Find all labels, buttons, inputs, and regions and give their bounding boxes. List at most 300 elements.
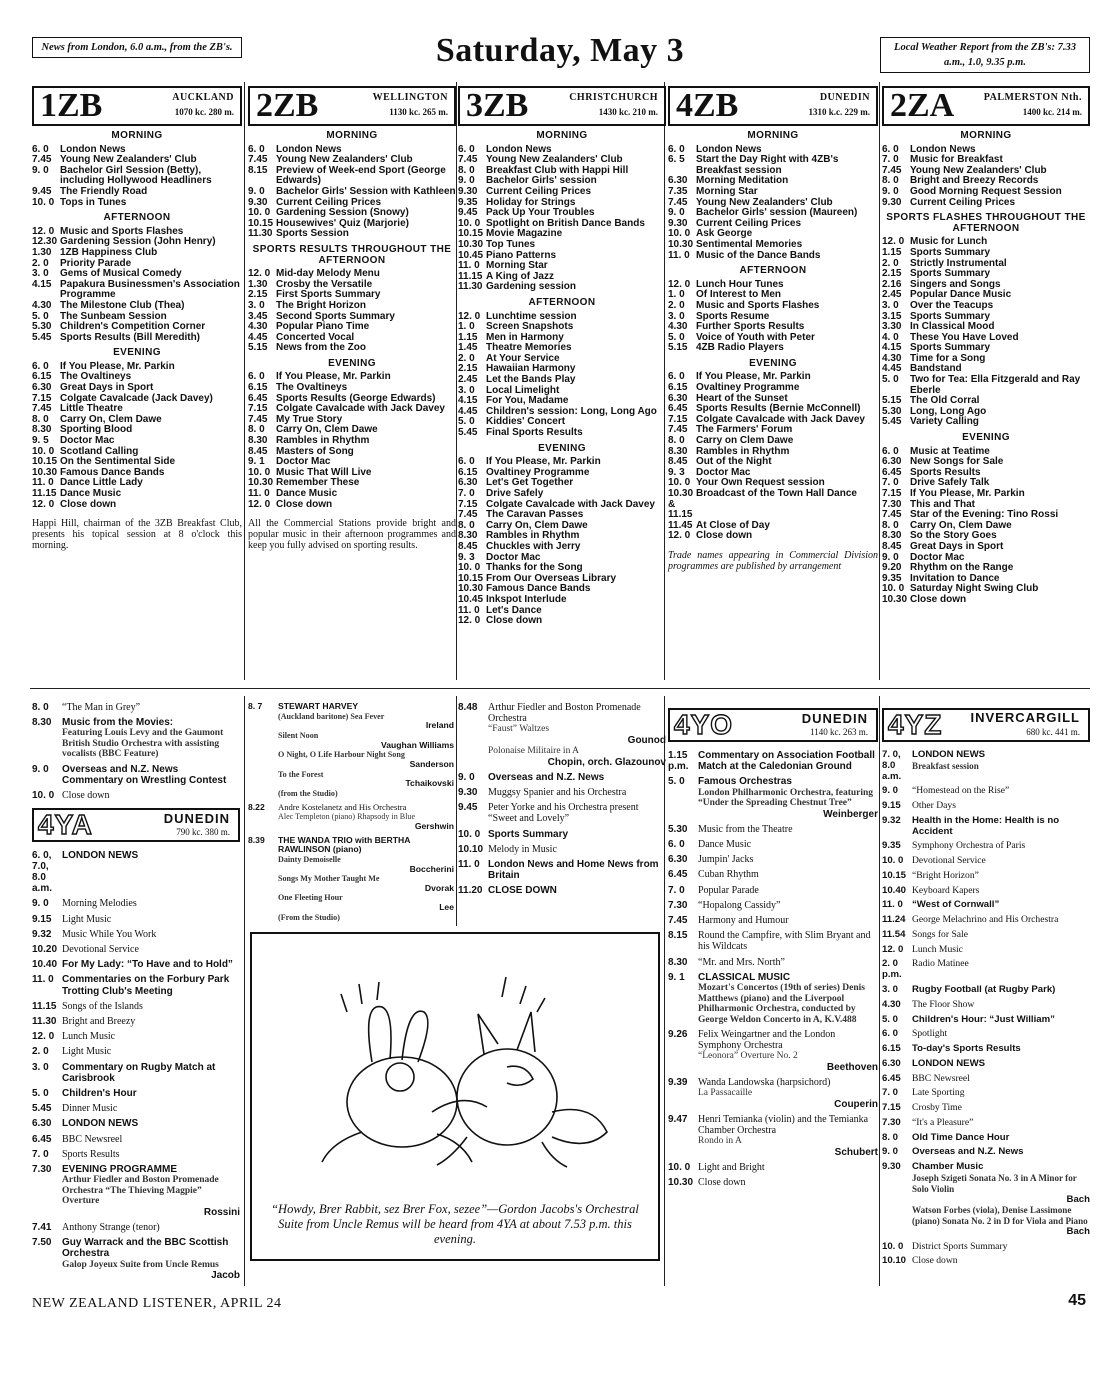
item-program: Scotland Calling — [60, 445, 139, 457]
item-time: 9.35 — [882, 840, 901, 852]
station-column-2za — [882, 86, 1090, 606]
item-time: 4.45 — [882, 363, 902, 375]
item-program: Out of the Night — [696, 456, 772, 468]
item-title: Henri Temianka (violin) and the Temianka Chamber Orchestra — [698, 1114, 869, 1137]
station-column-4zb — [668, 86, 878, 572]
item-program: If You Please, Mr. Parkin — [696, 371, 811, 383]
item-time: 3. 0 — [32, 268, 49, 280]
item-program: Theatre Memories — [486, 342, 572, 354]
item-program: Current Ceiling Prices — [486, 185, 592, 197]
item-time: 9.30 — [882, 196, 902, 208]
item-title: Guy Warrack and the BBC Scottish Orchestra — [62, 1237, 229, 1260]
item-program: Young New Zealanders' Club — [910, 164, 1047, 176]
schedule-item — [32, 489, 242, 500]
item-composer: Tchaikovski — [405, 778, 454, 789]
item-program: Star of the Evening: Tino Rossi — [910, 509, 1059, 521]
item-time: 9.45 — [458, 207, 478, 219]
item-title: Lunch Music — [912, 943, 963, 955]
item-detail: O Night, O Life Harbour Night Song — [278, 750, 405, 760]
schedule-item — [882, 1088, 1090, 1099]
item-time: 8.15 — [668, 930, 688, 942]
item-time: 5.15 — [668, 342, 688, 354]
item-time: 4.45 — [458, 405, 478, 417]
item-program — [278, 803, 454, 832]
item-program — [488, 844, 666, 855]
item-program: London News — [60, 143, 126, 155]
item-time: 10. 0 — [668, 228, 691, 240]
item-time: 6.30 — [668, 392, 688, 404]
item-program — [698, 824, 878, 835]
item-program: Colgate Cavalcade with Jack Davey — [696, 413, 865, 425]
schedule-item — [882, 1074, 1090, 1085]
item-program: Local Limelight — [486, 384, 560, 396]
item-title: LONDON NEWS — [62, 1118, 139, 1130]
item-title: Music from the Movies: — [62, 717, 174, 729]
item-title: Symphony Orchestra of Paris — [912, 840, 1026, 852]
item-time: 9. 0 — [882, 785, 899, 797]
section-heading: MORNING — [111, 130, 163, 141]
schedule-item — [32, 944, 240, 955]
brer-rabbit-illustration — [250, 932, 660, 1261]
item-time: 6. 0 — [458, 456, 475, 468]
item-program: Morning Meditation — [696, 175, 789, 187]
item-title: Light Music — [62, 1046, 112, 1058]
item-title: Close down — [912, 1255, 958, 1267]
item-composer: Bach — [1066, 1193, 1090, 1205]
station-city: PALMERSTON Nth. — [983, 92, 1082, 103]
item-time: 12.30 — [32, 236, 58, 248]
item-time: 8.45 — [248, 445, 268, 457]
item-time: 6. 5 — [668, 154, 685, 166]
item-title: Radio Matinee — [912, 958, 969, 970]
schedule-item — [882, 1029, 1090, 1040]
schedule-item — [248, 489, 456, 500]
item-program — [698, 1029, 878, 1073]
item-time: 2. 0 — [668, 299, 685, 311]
item-time: 10.30 — [882, 593, 908, 605]
item-detail: Breakfast session — [912, 760, 979, 771]
item-detail: “Leonora” Overture No. 2 — [698, 1051, 798, 1062]
item-time: 10. 0 — [32, 445, 55, 457]
item-title: Andre Kostelanetz and His Orchestra — [278, 801, 407, 812]
item-title: Sports Summary — [488, 828, 569, 840]
item-program: Bachelor Girls' session — [486, 175, 597, 187]
item-title: Light Music — [62, 913, 112, 925]
item-program — [912, 1147, 1090, 1158]
item-title: Light and Bright — [698, 1162, 765, 1174]
item-time: 10.30 — [458, 238, 484, 250]
item-time: 8.48 — [458, 702, 478, 713]
item-time: 6. 0 — [668, 371, 685, 383]
section-heading: MORNING — [536, 130, 588, 141]
item-time: 5.45 — [458, 427, 478, 439]
item-time: 5.30 — [668, 823, 688, 835]
item-time: 10. 0 — [248, 207, 271, 219]
item-time: 6.15 — [458, 466, 478, 478]
item-program: Your Own Request session — [696, 477, 825, 489]
item-time: 10.40 — [882, 884, 907, 896]
item-program: The Ovaltineys — [276, 382, 348, 394]
item-program: Saturday Night Swing Club — [910, 583, 1039, 595]
item-program: Let's Get Together — [486, 477, 574, 489]
item-title: George Melachrino and His Orchestra — [912, 914, 1059, 926]
item-time: 4.15 — [458, 395, 478, 407]
schedule-item — [668, 1177, 878, 1188]
item-program — [698, 972, 878, 1025]
schedule-item — [882, 248, 1090, 259]
item-program: Long, Long Ago — [910, 405, 987, 417]
item-time: 9.15 — [32, 913, 52, 925]
item-detail: (From the Studio) — [278, 912, 340, 922]
item-program: Dance Music — [276, 488, 338, 499]
item-detail: Galop Joyeux Suite from Uncle Remus — [62, 1259, 219, 1270]
item-program — [62, 717, 240, 760]
column-note: Happi Hill, chairman of the 3ZB Breakfast Club, presents his topical session at 8 o'clock this morning. — [32, 518, 242, 552]
item-program: Colgate Cavalcade with Jack Davey — [276, 403, 445, 415]
schedule-item — [458, 702, 666, 768]
station-call-sign: 3ZB — [466, 87, 529, 124]
item-time: 12. 0 — [882, 943, 904, 955]
item-time: 9.35 — [882, 572, 902, 584]
item-time: 7.45 — [668, 915, 688, 927]
item-program: Music and Sports Flashes — [696, 299, 820, 311]
lower-column-3 — [458, 702, 666, 901]
item-time: 10. 0 — [668, 1162, 691, 1174]
item-title: “The Man in Grey” — [62, 702, 141, 713]
item-time: 8.45 — [458, 540, 478, 552]
item-program — [488, 787, 666, 798]
item-time: 10.15 — [882, 869, 907, 881]
station-city: DUNEDIN — [801, 711, 868, 726]
schedule-item — [882, 945, 1090, 956]
item-title: Chamber Music — [912, 1161, 984, 1173]
station-frequency: 1310 k.c. 229 m. — [808, 107, 870, 117]
item-title: Devotional Service — [62, 943, 139, 955]
item-program: Ask George — [696, 228, 753, 240]
item-time: 7.45 — [32, 403, 52, 415]
item-composer: Dvorak — [424, 882, 454, 893]
schedule-item — [458, 859, 666, 881]
item-time: 11. 0 — [882, 899, 903, 911]
item-program — [912, 856, 1090, 867]
item-detail: Arthur Fiedler and Boston Promenade Orchestra “The Thieving Magpie” Overture — [62, 1175, 219, 1207]
schedule-item — [32, 500, 242, 511]
item-title: Health in the Home: Health is no Accident — [912, 814, 1060, 837]
item-program — [62, 1046, 240, 1057]
item-title: “West of Cornwall” — [912, 899, 1000, 911]
item-time: 1.30 — [248, 278, 268, 290]
item-program: Close down — [276, 498, 333, 510]
item-time: 6.15 — [248, 382, 268, 394]
item-time: 4.30 — [882, 998, 901, 1010]
item-program: Young New Zealanders' Club — [696, 196, 833, 208]
item-composer: Boccherini — [409, 863, 454, 874]
item-time: 2.15 — [458, 363, 478, 375]
item-program: The Caravan Passes — [486, 509, 584, 521]
item-program: Inkspot Interlude — [486, 593, 567, 605]
item-time: 6.30 — [882, 456, 902, 468]
item-detail: Joseph Szigeti Sonata No. 3 in A Minor for Solo Violin — [912, 1172, 1077, 1194]
item-time: 5. 0 — [32, 310, 49, 322]
item-program — [62, 914, 240, 925]
item-time: 6.15 — [882, 1043, 901, 1055]
item-title: Children's Hour — [62, 1087, 137, 1099]
item-program: Children's session: Long, Long Ago — [486, 405, 657, 417]
item-program: My True Story — [276, 413, 343, 425]
schedule-item — [668, 839, 878, 850]
item-program — [912, 915, 1090, 926]
item-program — [912, 959, 1090, 981]
section-heading: MORNING — [960, 130, 1012, 141]
item-program: Carry on Clem Dawe — [696, 435, 794, 447]
item-title: Felix Weingartner and the London Symphony Orchestra — [698, 1029, 836, 1052]
item-program — [912, 1000, 1090, 1011]
item-detail: London Philharmonic Orchestra, featuring “Under the Spreading Chestnut Tree” — [698, 787, 874, 809]
station-header — [668, 86, 878, 126]
item-time: 9.20 — [882, 562, 902, 574]
item-detail: Alec Templeton (piano) Rhapsody in Blue — [278, 812, 416, 822]
schedule-item — [668, 1114, 878, 1158]
schedule-item — [882, 1242, 1090, 1253]
item-title: Overseas and N.Z. News Commentary on Wrestling Contest — [62, 763, 227, 787]
schedule-item — [882, 856, 1090, 867]
item-time: 6. 0 — [668, 839, 685, 851]
item-time: 7.45 — [248, 154, 268, 166]
item-time: 11.30 — [248, 228, 273, 240]
item-time: 7.41 — [32, 1221, 52, 1233]
item-time: 10.15 — [32, 456, 58, 468]
item-title: BBC Newsreel — [62, 1133, 123, 1145]
item-program: Famous Dance Bands — [60, 466, 165, 478]
schedule-item — [668, 1029, 878, 1073]
item-time: 7.15 — [668, 413, 688, 425]
item-program — [62, 850, 240, 895]
item-time: 12. 0 — [32, 498, 55, 510]
item-time: 6.45 — [668, 869, 688, 881]
item-program: Good Morning Request Session — [910, 185, 1062, 197]
item-program: Close down — [486, 615, 543, 627]
item-time: 5. 0 — [882, 1013, 899, 1025]
item-time: 1.15 — [882, 246, 902, 258]
item-time: 10. 0 — [882, 855, 904, 867]
item-time: 12. 0 — [458, 615, 481, 627]
item-title: Melody in Music — [488, 843, 557, 855]
schedule-item — [882, 542, 1090, 553]
schedule-item — [32, 1118, 240, 1129]
item-time: 10.30 — [458, 583, 484, 595]
item-time: 9.30 — [248, 196, 268, 208]
item-time: 8. 0 — [248, 424, 265, 436]
item-title: Late Sporting — [912, 1087, 965, 1099]
item-time: 5. 0 — [458, 416, 475, 428]
item-time: 6. 0 — [458, 143, 475, 155]
item-program: Sports Summary — [910, 342, 991, 354]
item-program: Close down — [696, 530, 753, 542]
schedule-item — [32, 1149, 240, 1160]
item-program: A King of Jazz — [486, 270, 554, 282]
item-time: 5.30 — [882, 405, 902, 417]
item-time: 3. 0 — [248, 299, 265, 311]
item-program: Priority Parade — [60, 257, 132, 269]
column-note: All the Commercial Stations provide bright and popular music in their afternoon programmes and keep you fully advised on sporting results. — [248, 518, 456, 552]
item-program — [698, 915, 878, 926]
schedule-item — [32, 850, 240, 895]
schedule-item — [248, 702, 454, 799]
item-time: 5. 0 — [32, 1087, 49, 1099]
item-time: 5. 0 — [882, 374, 899, 386]
schedule-item — [248, 301, 456, 312]
station-frequency: 1130 kc. 265 m. — [389, 107, 448, 117]
schedule-item — [882, 786, 1090, 797]
item-program: Bright and Breezy Records — [910, 175, 1039, 187]
station-city: CHRISTCHURCH — [569, 92, 658, 103]
item-program — [62, 1164, 240, 1218]
item-program: Lunchtime session — [486, 310, 577, 322]
schedule-item — [458, 489, 666, 500]
item-program: London News — [910, 143, 976, 155]
item-detail: Dainty Demoiselle — [278, 854, 341, 864]
item-program: Bachelor Girl Session (Betty), including Hollywood Headliners — [60, 164, 212, 187]
item-time: 7.45 — [458, 154, 478, 166]
item-time: 8.45 — [882, 540, 902, 552]
item-title: Spotlight — [912, 1028, 948, 1040]
item-program: Great Days in Sport — [910, 540, 1004, 552]
item-time: 7.45 — [882, 509, 902, 521]
schedule-item — [32, 1062, 240, 1084]
station-header — [668, 708, 878, 742]
item-time: 6.30 — [668, 854, 688, 866]
item-time: 11.15 — [458, 270, 483, 282]
lower-column-1 — [32, 702, 240, 1285]
schedule-item — [668, 251, 878, 262]
item-program: The Sunbeam Session — [60, 310, 167, 322]
item-time: 10.10 — [458, 843, 484, 855]
item-program — [62, 944, 240, 955]
schedule-item — [882, 489, 1090, 500]
station-header — [458, 86, 666, 126]
schedule-item — [882, 871, 1090, 882]
item-program: Ovaltiney Programme — [696, 382, 800, 394]
schedule-item — [32, 959, 240, 970]
section-heading: AFTERNOON — [739, 265, 807, 277]
item-time: 6.45 — [882, 466, 902, 478]
item-title: Other Days — [912, 800, 956, 812]
item-time: 8.30 — [668, 956, 688, 968]
item-title: Close down — [62, 790, 110, 802]
item-title: Crosby Time — [912, 1102, 962, 1114]
item-time: 10.45 — [458, 249, 484, 261]
item-title: Devotional Service — [912, 855, 986, 867]
item-detail: Songs My Mother Taught Me — [278, 874, 380, 884]
item-title: Morning Melodies — [62, 898, 137, 910]
station-column-1zb — [32, 86, 242, 551]
item-program: The Bright Horizon — [276, 299, 366, 311]
schedule-item — [882, 417, 1090, 428]
item-composer: Bach — [1066, 1225, 1090, 1237]
item-detail: Mozart's Concertos (19th of series) Denis Matthews (piano) and the Liverpool Philharmonic Orchestra, conducted by George Weldon Concerto in A, K.V.488 — [698, 983, 865, 1025]
item-time: 9. 0 — [882, 185, 899, 197]
item-program — [62, 1062, 240, 1084]
item-time: 8.30 — [882, 530, 902, 542]
schedule-item — [668, 301, 878, 312]
item-program: Rhythm on the Range — [910, 562, 1014, 574]
item-time: 5.45 — [32, 331, 52, 343]
item-program — [62, 764, 240, 786]
item-time: 7.50 — [32, 1237, 52, 1249]
lower-column-2 — [248, 702, 454, 926]
item-program: Sports Summary — [910, 310, 991, 322]
item-title: Dance Music — [698, 839, 752, 851]
item-program: Dance Little Lady — [60, 477, 143, 489]
item-program: Sports Results (George Edwards) — [276, 392, 436, 404]
item-time: 10. 0 — [882, 583, 905, 595]
item-program — [62, 1118, 240, 1129]
item-time: 10. 0 — [668, 477, 691, 489]
item-title: LONDON NEWS — [912, 749, 986, 760]
schedule-item — [668, 489, 878, 521]
schedule-item — [32, 198, 242, 209]
item-time: 9. 0 — [458, 175, 475, 187]
item-title: “Mr. and Mrs. North” — [698, 956, 785, 968]
item-program: Remember These — [276, 477, 360, 489]
item-time: 12. 0 — [882, 236, 905, 248]
item-title: Famous Orchestras — [698, 776, 792, 788]
item-time: 7.30 — [882, 1116, 901, 1128]
item-program: Ovaltiney Programme — [486, 466, 590, 478]
item-program: Lunch Hour Tunes — [696, 278, 784, 290]
item-title: Overseas and N.Z. News — [912, 1146, 1024, 1158]
schedule-item — [668, 854, 878, 865]
item-program: Carry On, Clem Dawe — [910, 519, 1012, 531]
item-time: 12. 0 — [668, 278, 691, 290]
item-time: 2. 0 — [458, 352, 475, 364]
item-time: 11.54 — [882, 928, 906, 940]
item-program — [698, 869, 878, 880]
item-program: Hawaiian Harmony — [486, 363, 576, 375]
item-time: 9. 1 — [248, 456, 265, 468]
item-composer: Schubert — [834, 1146, 878, 1158]
item-program: Dance Music — [60, 488, 122, 499]
item-time: 9. 0 — [32, 898, 49, 910]
item-program — [912, 1059, 1090, 1070]
item-program — [698, 776, 878, 819]
schedule-item — [668, 930, 878, 952]
item-time: 6.45 — [882, 1072, 901, 1084]
station-column-2zb — [248, 86, 456, 551]
item-program: Music of the Dance Bands — [696, 249, 821, 261]
schedule-item — [882, 801, 1090, 812]
item-title: Dinner Music — [62, 1103, 118, 1115]
section-heading: MORNING — [326, 130, 378, 141]
item-program — [698, 957, 878, 968]
item-time: 3.15 — [882, 310, 902, 322]
item-title: Overseas and N.Z. News — [488, 771, 605, 783]
item-program — [912, 900, 1090, 911]
schedule-item — [668, 869, 878, 880]
item-program — [698, 1077, 878, 1110]
item-time: 8.39 — [248, 834, 265, 845]
item-program — [488, 885, 666, 896]
item-time: 4.30 — [668, 321, 688, 333]
item-title: To-day's Sports Results — [912, 1043, 1021, 1055]
station-city: INVERCARGILL — [970, 710, 1080, 725]
item-time: 6. 0, 7.0, 8.0 a.m. — [32, 849, 53, 895]
item-program — [912, 786, 1090, 797]
item-program — [62, 959, 240, 970]
schedule-item — [882, 187, 1090, 198]
item-program — [912, 985, 1090, 996]
schedule-item — [458, 240, 666, 251]
